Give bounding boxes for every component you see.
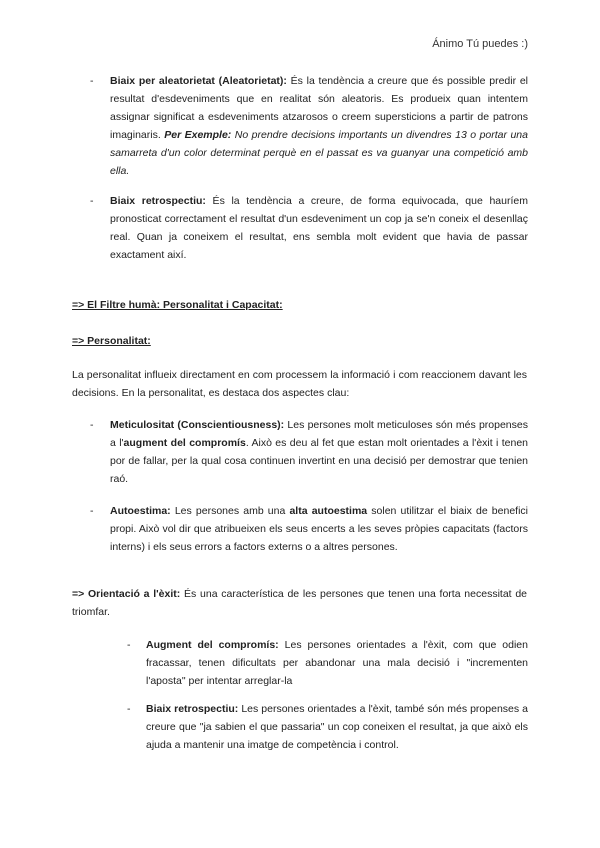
bullet-term: Biaix per aleatorietat (Aleatorietat): [110, 75, 287, 87]
bullet-dash: - [90, 75, 94, 87]
bullet-dash: - [127, 703, 131, 715]
example-label: Per Exemple: [164, 129, 232, 141]
bullet-text: solen utilitzar el biaix de benefici propi. Això vol dir que atribueixen els seus encerts a les seves pròpies capacitats (factors interns) i els seus errors a factors externs o a altres persones. [110, 505, 528, 553]
header-note: Ánimo Tú puedes :) [432, 38, 528, 50]
bullet-term: Autoestima: [110, 505, 171, 517]
bullet-self-esteem [110, 502, 528, 556]
bullet-emphasis: alta autoestima [289, 505, 368, 517]
bullet-term: Meticulositat (Conscientiousness): [110, 419, 285, 431]
bullet-dash: - [90, 419, 94, 431]
orientation-label: => Orientació a l'èxit: [72, 588, 181, 600]
orientation-text: És una característica de les persones que tenen una forta necessitat de triomfar. [72, 588, 527, 618]
bullet-text: . Això es deu al fet que estan molt orientades a l'èxit i tenen por de fallar, per la qual cosa continuen invertint en una decisió per demostrar que tenien raó. [110, 437, 528, 485]
heading-human-filter: => El Filtre humà: Personalitat i Capacitat: [72, 299, 283, 311]
bullet-dash: - [90, 505, 94, 517]
bullet-text: És la tendència a creure, de forma equivocada, que hauríem pronosticat correctament el resultat d'un esdeveniment un cop ja se'n coneix el desenllaç real. Quan ja coneixem el resultat, ens sembla molt evident que havia de passar exactament així. [110, 195, 528, 261]
bullet-text: Les persones amb una [170, 505, 290, 517]
bullet-conscientiousness [110, 416, 528, 488]
bullet-hindsight-bias [110, 192, 528, 264]
bullet-commitment-escalation [146, 636, 528, 690]
bullet-emphasis: augment del compromís [123, 437, 246, 449]
bullet-term: Biaix retrospectiu: [146, 703, 239, 715]
bullet-dash: - [90, 195, 94, 207]
bullet-text: Les persones molt meticuloses són més propenses a l' [110, 419, 528, 449]
personality-intro: La personalitat influeix directament en com processem la informació i com reaccionem davant les decisions. En la personalitat, es destaca dos aspectes clau: [72, 369, 527, 399]
bullet-term: Biaix retrospectiu: [110, 195, 206, 207]
bullet-randomness-bias [110, 72, 528, 180]
bullet-text: Les persones orientades a l'èxit, com que odien fracassar, tenen dificultats per abandonar una mala decisió i "incrementen l'aposta" per intentar arreglar-la [146, 639, 528, 687]
bullet-retrospective-orientation [146, 700, 528, 754]
orientation-paragraph [72, 585, 527, 621]
bullet-dash: - [127, 639, 131, 651]
bullet-text: És la tendència a creure que és possible predir el resultat d'esdeveniments que en realitat són aleatoris. Es produeix quan intentem assignar significat a esdeveniments atzarosos o creem supersticions a partir de patrons imaginaris. [110, 75, 528, 141]
example-text: No prendre decisions importants un divendres 13 o portar una samarreta d'un color determinat perquè en el passat es va guanyar una competició amb ella. [110, 129, 528, 177]
bullet-text: Les persones orientades a l'èxit, també són més propenses a creure que "ja sabien el que passaria" un cop coneixen el resultat, ja que això els ajuda a mantenir una imatge de competència i control. [146, 703, 528, 751]
bullet-term: Augment del compromís: [146, 639, 279, 651]
heading-personality: => Personalitat: [72, 335, 151, 347]
